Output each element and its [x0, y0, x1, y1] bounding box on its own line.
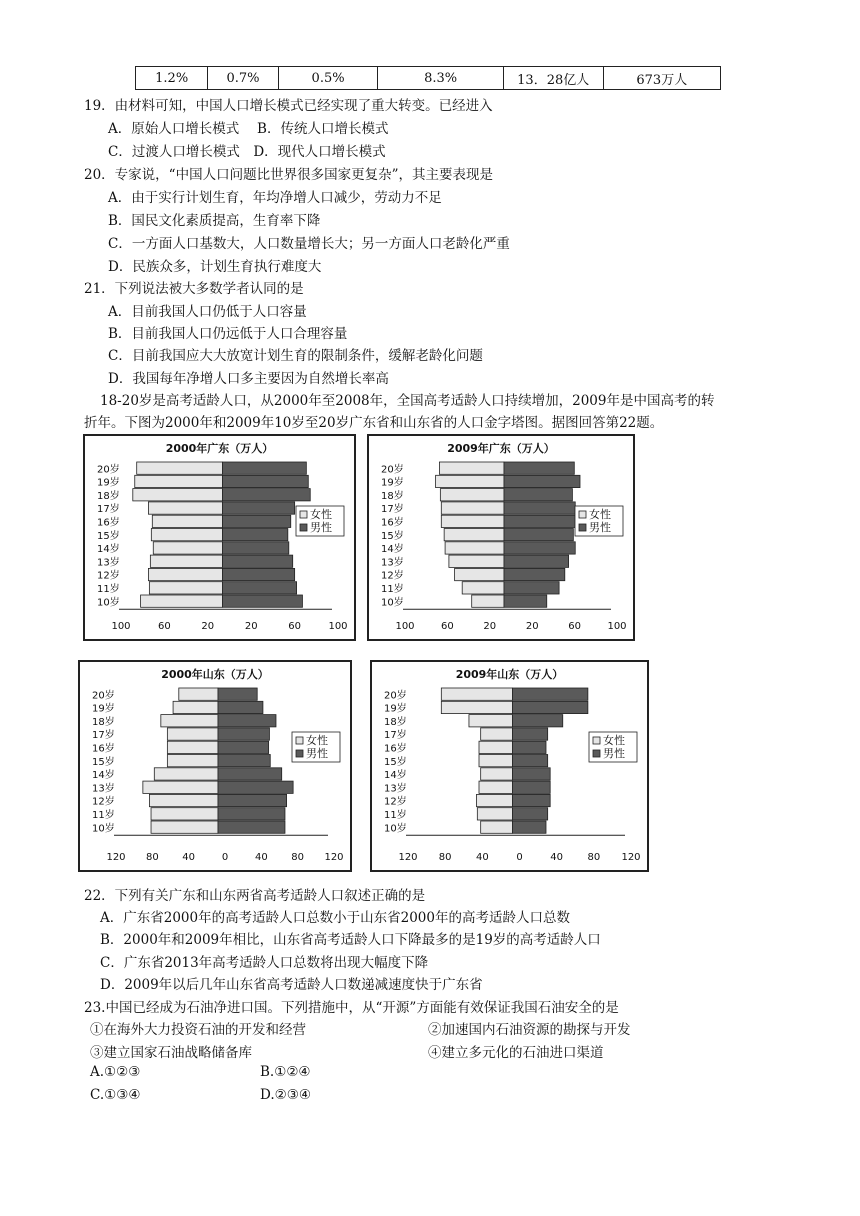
tick-label: 100: [607, 621, 627, 632]
question-22-option-b: B．2000年和2009年相比，山东省高考适龄人口下降最多的是19岁的高考适龄人口: [100, 932, 601, 948]
tick-label: 100: [328, 621, 348, 632]
bar-female: [167, 741, 218, 753]
age-label: 15岁: [92, 756, 115, 768]
question-23-option-d: D.②③④: [260, 1087, 311, 1103]
bar-female: [469, 715, 513, 727]
age-label: 12岁: [381, 570, 404, 582]
age-label: 11岁: [381, 584, 404, 595]
bar-male: [223, 542, 289, 554]
bar-female: [481, 821, 513, 833]
pyramid-chart-guangdong-2009: [367, 434, 635, 641]
bar-female: [441, 502, 504, 514]
tick-label: 120: [324, 852, 344, 863]
question-21-stem: 21．下列说法被大多数学者认同的是: [84, 281, 304, 297]
age-label: 12岁: [384, 796, 407, 808]
legend-label-female: 女性: [306, 734, 328, 747]
legend-swatch-male: [593, 750, 600, 757]
bar-female: [441, 688, 512, 700]
table-cell: 0.7%: [208, 67, 278, 90]
tick-label: 80: [145, 852, 159, 863]
age-label: 16岁: [92, 743, 115, 755]
bar-male: [504, 529, 573, 541]
tick-label: 40: [550, 852, 564, 863]
bar-male: [223, 529, 288, 541]
age-label: 20岁: [381, 464, 404, 476]
table-cell: 1.2%: [136, 67, 208, 90]
legend-swatch-female: [300, 511, 307, 518]
legend-label-female: 女性: [589, 508, 611, 521]
question-23-item-3: ③建立国家石油战略储备库: [90, 1045, 252, 1061]
question-23-option-b: B.①②④: [260, 1064, 311, 1080]
tick-label: 120: [621, 852, 641, 863]
question-19-stem: 19．由材料可知，中国人口增长模式已经实现了重大转变。已经进入: [84, 98, 493, 114]
question-19-options-ab: A．原始人口增长模式 B．传统人口增长模式: [108, 121, 389, 137]
age-label: 20岁: [92, 690, 115, 702]
data-table: [135, 66, 721, 90]
bar-female: [472, 595, 504, 607]
legend-swatch-male: [579, 524, 586, 531]
intro-line-1: 18-20岁是高考适龄人口，从2000年至2008年，全国高考适龄人口持续增加，2009年是中国高考的转: [100, 393, 715, 409]
table-cell: 8.3%: [378, 67, 503, 90]
age-label: 13岁: [92, 783, 115, 795]
bar-female: [445, 542, 504, 554]
tick-label: 40: [475, 852, 489, 863]
chart-title: 2009年广东（万人）: [447, 442, 555, 455]
age-label: 18岁: [92, 716, 115, 728]
bar-male: [218, 688, 257, 700]
tick-label: 20: [525, 621, 539, 632]
age-label: 16岁: [384, 743, 407, 755]
bar-female: [153, 542, 222, 554]
bar-male: [223, 595, 303, 607]
bar-male: [504, 502, 575, 514]
bar-female: [167, 755, 218, 767]
age-label: 17岁: [92, 730, 115, 742]
age-label: 19岁: [97, 477, 120, 489]
tick-label: 0: [516, 852, 523, 863]
legend-label-male: 男性: [589, 521, 611, 534]
tick-label: 120: [398, 852, 418, 863]
table-row: [136, 67, 721, 90]
table-cell: 673万人: [603, 67, 720, 90]
bar-male: [504, 462, 574, 474]
bar-female: [479, 781, 513, 793]
bar-male: [218, 794, 287, 806]
bar-male: [513, 715, 563, 727]
bar-male: [223, 568, 295, 580]
pyramid-chart-shandong-2000: [78, 660, 352, 872]
question-19-options-cd: C．过渡人口增长模式 D．现代人口增长模式: [108, 144, 386, 160]
bar-female: [149, 794, 218, 806]
tick-label: 80: [438, 852, 452, 863]
age-label: 14岁: [384, 770, 407, 782]
bar-male: [223, 582, 297, 594]
bar-male: [218, 755, 270, 767]
bar-male: [223, 555, 293, 567]
bar-female: [481, 768, 513, 780]
pyramid-chart-guangdong-2000: [83, 434, 356, 641]
question-23-stem: 23.中国已经成为石油净进口国。下列措施中，从“开源”方面能有效保证我国石油安全的是: [84, 1000, 619, 1016]
age-label: 19岁: [92, 703, 115, 715]
bar-male: [513, 808, 548, 820]
legend-label-male: 男性: [310, 521, 332, 534]
bar-male: [513, 768, 551, 780]
bar-male: [218, 781, 293, 793]
age-label: 11岁: [97, 584, 120, 595]
question-20-option-c: C．一方面人口基数大，人口数量增长大；另一方面人口老龄化严重: [108, 236, 510, 252]
age-label: 17岁: [381, 504, 404, 516]
question-21-option-a: A．目前我国人口仍低于人口容量: [108, 304, 307, 320]
tick-label: 20: [201, 621, 215, 632]
legend-label-female: 女性: [310, 508, 332, 521]
bar-male: [504, 568, 565, 580]
age-label: 16岁: [97, 517, 120, 529]
bar-female: [148, 502, 222, 514]
tick-label: 20: [483, 621, 497, 632]
bar-female: [481, 728, 513, 740]
question-20-stem: 20．专家说，“中国人口问题比世界很多国家更复杂”，其主要表现是: [84, 167, 493, 183]
age-label: 18岁: [381, 490, 404, 502]
age-label: 18岁: [384, 716, 407, 728]
bar-male: [223, 515, 291, 527]
age-label: 13岁: [384, 783, 407, 795]
bar-male: [218, 701, 263, 713]
age-label: 14岁: [381, 544, 404, 556]
chart-title: 2009年山东（万人）: [455, 668, 564, 681]
question-20-option-b: B．国民文化素质提高，生育率下降: [108, 213, 321, 229]
age-label: 15岁: [384, 756, 407, 768]
age-label: 11岁: [384, 810, 407, 821]
bar-male: [218, 728, 269, 740]
question-20-option-d: D．民族众多，计划生育执行难度大: [108, 259, 322, 275]
bar-male: [513, 821, 547, 833]
age-label: 15岁: [97, 530, 120, 542]
age-label: 17岁: [384, 730, 407, 742]
age-label: 17岁: [97, 504, 120, 516]
age-label: 13岁: [381, 557, 404, 569]
age-label: 16岁: [381, 517, 404, 529]
bar-female: [441, 515, 504, 527]
legend-swatch-female: [579, 511, 586, 518]
tick-label: 20: [244, 621, 258, 632]
bar-female: [143, 781, 218, 793]
bar-female: [439, 462, 504, 474]
bar-female: [148, 568, 222, 580]
age-label: 11岁: [92, 810, 115, 821]
age-label: 20岁: [97, 464, 120, 476]
tick-label: 0: [221, 852, 229, 863]
chart-title: 2000年山东（万人）: [161, 668, 269, 681]
bar-female: [476, 794, 512, 806]
bar-male: [504, 582, 559, 594]
question-22-option-c: C．广东省2013年高考适龄人口总数将出现大幅度下降: [100, 955, 429, 971]
bar-male: [218, 808, 285, 820]
pyramid-chart-shandong-2009: [370, 660, 649, 872]
age-label: 12岁: [97, 570, 120, 582]
tick-label: 120: [106, 852, 126, 863]
question-22-option-d: D．2009年以后几年山东省高考适龄人口数递减速度快于广东省: [100, 977, 483, 993]
bar-female: [151, 808, 218, 820]
tick-label: 40: [182, 852, 196, 863]
table-cell: 0.5%: [278, 67, 378, 90]
bar-female: [479, 741, 513, 753]
question-23-item-2: ②加速国内石油资源的勘探与开发: [428, 1022, 631, 1038]
tick-label: 100: [111, 621, 131, 632]
question-23-option-c: C.①③④: [90, 1087, 141, 1103]
age-label: 10岁: [92, 823, 115, 835]
tick-label: 60: [441, 621, 454, 632]
bar-male: [504, 475, 580, 487]
bar-female: [479, 755, 513, 767]
tick-label: 100: [395, 621, 415, 632]
bar-male: [218, 768, 282, 780]
bar-female: [477, 808, 512, 820]
bar-male: [513, 755, 548, 767]
age-label: 10岁: [381, 597, 404, 609]
bar-male: [513, 741, 547, 753]
bar-male: [504, 542, 575, 554]
bar-male: [513, 701, 588, 713]
chart-title: 2000年广东（万人）: [165, 442, 274, 455]
legend-label-male: 男性: [603, 747, 625, 760]
question-23-item-1: ①在海外大力投资石油的开发和经营: [90, 1022, 306, 1038]
intro-line-2: 折年。下图为2000年和2009年10岁至20岁广东省和山东省的人口金字塔图。据图回答第22题。: [84, 415, 664, 431]
age-label: 14岁: [97, 544, 120, 556]
age-label: 20岁: [384, 690, 407, 702]
bar-female: [161, 715, 218, 727]
bar-female: [449, 555, 504, 567]
bar-male: [223, 489, 311, 501]
legend-swatch-female: [593, 737, 600, 744]
bar-female: [455, 568, 504, 580]
age-label: 12岁: [92, 796, 115, 808]
bar-female: [462, 582, 504, 594]
bar-female: [141, 595, 223, 607]
bar-female: [441, 701, 512, 713]
bar-female: [133, 489, 223, 501]
bar-female: [151, 821, 218, 833]
age-label: 10岁: [97, 597, 120, 609]
tick-label: 60: [568, 621, 581, 632]
tick-label: 80: [291, 852, 305, 863]
bar-male: [513, 728, 548, 740]
question-21-option-c: C．目前我国应大大放宽计划生育的限制条件，缓解老龄化问题: [108, 348, 483, 364]
table-cell: 13．28亿人: [503, 67, 603, 90]
question-22-stem: 22．下列有关广东和山东两省高考适龄人口叙述正确的是: [84, 888, 426, 904]
bar-female: [173, 701, 218, 713]
bar-female: [150, 555, 222, 567]
age-label: 19岁: [384, 703, 407, 715]
bar-male: [513, 688, 588, 700]
age-label: 13岁: [97, 557, 120, 569]
legend-swatch-male: [300, 524, 307, 531]
age-label: 15岁: [381, 530, 404, 542]
bar-female: [167, 728, 218, 740]
tick-label: 60: [288, 621, 301, 632]
bar-female: [440, 489, 504, 501]
legend-swatch-male: [296, 750, 303, 757]
bar-male: [504, 489, 572, 501]
bar-female: [152, 515, 222, 527]
question-22-option-a: A．广东省2000年的高考适龄人口总数小于山东省2000年的高考适龄人口总数: [100, 910, 570, 926]
question-21-option-b: B．目前我国人口仍远低于人口合理容量: [108, 326, 348, 342]
question-23-option-a: A.①②③: [90, 1064, 141, 1080]
bar-female: [137, 462, 223, 474]
bar-male: [223, 475, 309, 487]
bar-male: [504, 515, 576, 527]
age-label: 19岁: [381, 477, 404, 489]
question-23-item-4: ④建立多元化的石油进口渠道: [428, 1045, 604, 1061]
bar-male: [223, 462, 307, 474]
bar-male: [218, 741, 269, 753]
legend-label-female: 女性: [603, 734, 625, 747]
question-21-option-d: D．我国每年净增人口多主要因为自然增长率高: [108, 371, 389, 387]
tick-label: 60: [158, 621, 171, 632]
bar-male: [218, 715, 276, 727]
bar-male: [218, 821, 285, 833]
bar-female: [179, 688, 218, 700]
bar-female: [154, 768, 218, 780]
bar-female: [151, 529, 222, 541]
bar-female: [436, 475, 504, 487]
tick-label: 80: [587, 852, 601, 863]
bar-male: [513, 781, 551, 793]
tick-label: 40: [254, 852, 268, 863]
bar-male: [223, 502, 295, 514]
bar-male: [513, 794, 551, 806]
age-label: 14岁: [92, 770, 115, 782]
bar-male: [504, 595, 547, 607]
age-label: 10岁: [384, 823, 407, 835]
bar-female: [149, 582, 222, 594]
legend-swatch-female: [296, 737, 303, 744]
bar-male: [504, 555, 569, 567]
question-20-option-a: A．由于实行计划生育，年均净增人口减少，劳动力不足: [108, 190, 442, 206]
age-label: 18岁: [97, 490, 120, 502]
legend-label-male: 男性: [306, 747, 328, 760]
bar-female: [135, 475, 223, 487]
bar-female: [444, 529, 504, 541]
